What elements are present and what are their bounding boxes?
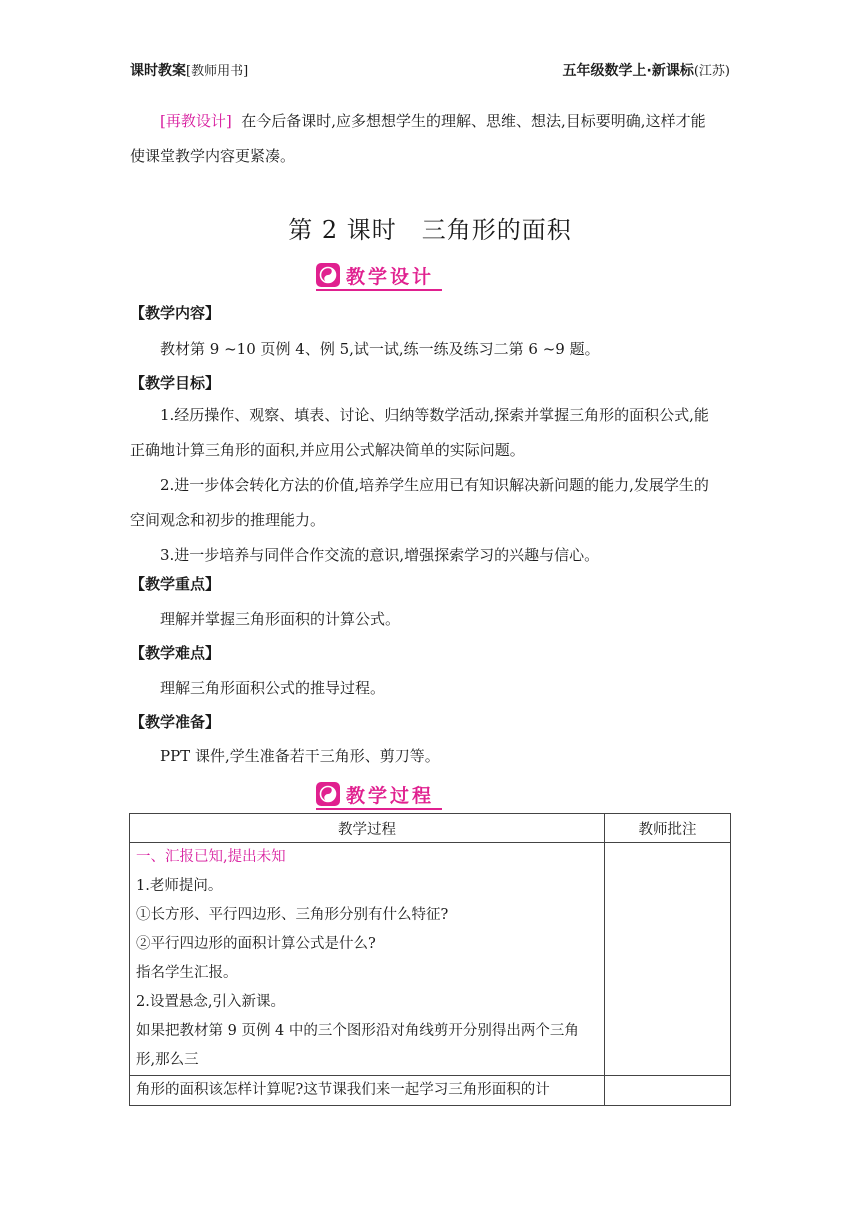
redesign-label: [再教设计] bbox=[160, 112, 232, 130]
section-head-key: 【教学重点】 bbox=[130, 575, 221, 593]
process-cell bbox=[130, 1076, 605, 1106]
section-head-difficult: 【教学难点】 bbox=[130, 644, 221, 662]
section-head-content: 【教学内容】 bbox=[130, 304, 221, 322]
section-body-prep: PPT 课件,学生准备若干三角形、剪刀等。 bbox=[160, 747, 440, 765]
process-line: 角形的面积该怎样计算呢?这节课我们来一起学习三角形面积的计 bbox=[136, 1082, 550, 1098]
goal-1-line-1: 1.经历操作、观察、填表、讨论、归纳等数学活动,探索并掌握三角形的面积公式,能 bbox=[160, 406, 709, 424]
column-header-process: 教学过程 bbox=[130, 814, 605, 843]
banner-design-text: 教学设计 bbox=[346, 265, 435, 288]
table-row bbox=[130, 1076, 731, 1106]
section-body-difficult: 理解三角形面积公式的推导过程。 bbox=[160, 679, 386, 697]
header-book-title: 课时教案 bbox=[130, 63, 186, 79]
process-line: 1.老师提问。 bbox=[136, 878, 223, 894]
redesign-line-1 bbox=[130, 104, 730, 139]
process-line: 2.设置悬念,引入新课。 bbox=[136, 994, 285, 1010]
goal-2-line-1: 2.进一步体会转化方法的价值,培养学生应用已有知识解决新问题的能力,发展学生的 bbox=[160, 476, 709, 494]
notes-cell bbox=[605, 1076, 731, 1106]
table-row bbox=[130, 843, 731, 1076]
redesign-line-2: 使课堂教学内容更紧凑。 bbox=[130, 147, 296, 165]
process-line: ②平行四边形的面积计算公式是什么? bbox=[136, 936, 376, 952]
process-cell bbox=[130, 843, 605, 1076]
goals-list bbox=[130, 398, 730, 573]
banner-teaching-design bbox=[316, 261, 442, 291]
section-body-content: 教材第 9 ~10 页例 4、例 5,试一试,练一练及练习二第 6 ~9 题。 bbox=[160, 340, 600, 358]
process-table bbox=[129, 813, 731, 1106]
goal-3: 3.进一步培养与同伴合作交流的意识,增强探索学习的兴趣与信心。 bbox=[160, 546, 600, 564]
process-line: 指名学生汇报。 bbox=[136, 965, 238, 981]
header-right bbox=[563, 60, 730, 80]
process-line: 形,那么三 bbox=[136, 1052, 199, 1068]
section-head-prep: 【教学准备】 bbox=[130, 713, 221, 731]
process-line: 如果把教材第 9 页例 4 中的三个图形沿对角线剪开分别得出两个三角 bbox=[136, 1023, 579, 1039]
goal-1-line-2: 正确地计算三角形的面积,并应用公式解决简单的实际问题。 bbox=[130, 441, 525, 459]
step-title: 一、汇报已知,提出未知 bbox=[136, 849, 286, 865]
redesign-text-1: 在今后备课时,应多想想学生的理解、思维、想法,目标要明确,这样才能 bbox=[241, 112, 706, 130]
section-body-key: 理解并掌握三角形面积的计算公式。 bbox=[160, 610, 401, 628]
process-line: ①长方形、平行四边形、三角形分别有什么特征? bbox=[136, 907, 449, 923]
banner-process-text: 教学过程 bbox=[346, 784, 435, 807]
lesson-title: 第 2 课时 三角形的面积 bbox=[288, 216, 572, 244]
goal-2-line-2: 空间观念和初步的推理能力。 bbox=[130, 511, 326, 529]
header-book-sub: [教师用书] bbox=[186, 64, 249, 79]
swirl-logo-icon bbox=[316, 782, 340, 806]
section-head-goals: 【教学目标】 bbox=[130, 374, 221, 392]
header-region: (江苏) bbox=[693, 64, 730, 79]
column-header-notes: 教师批注 bbox=[605, 814, 731, 843]
swirl-logo-icon bbox=[316, 263, 340, 287]
table-header-row bbox=[130, 814, 731, 843]
redesign-paragraph bbox=[130, 104, 730, 174]
header-grade-title: 五年级数学上·新课标 bbox=[562, 63, 694, 79]
header-left bbox=[130, 60, 248, 80]
banner-teaching-process bbox=[316, 780, 442, 810]
notes-cell bbox=[605, 843, 731, 1076]
